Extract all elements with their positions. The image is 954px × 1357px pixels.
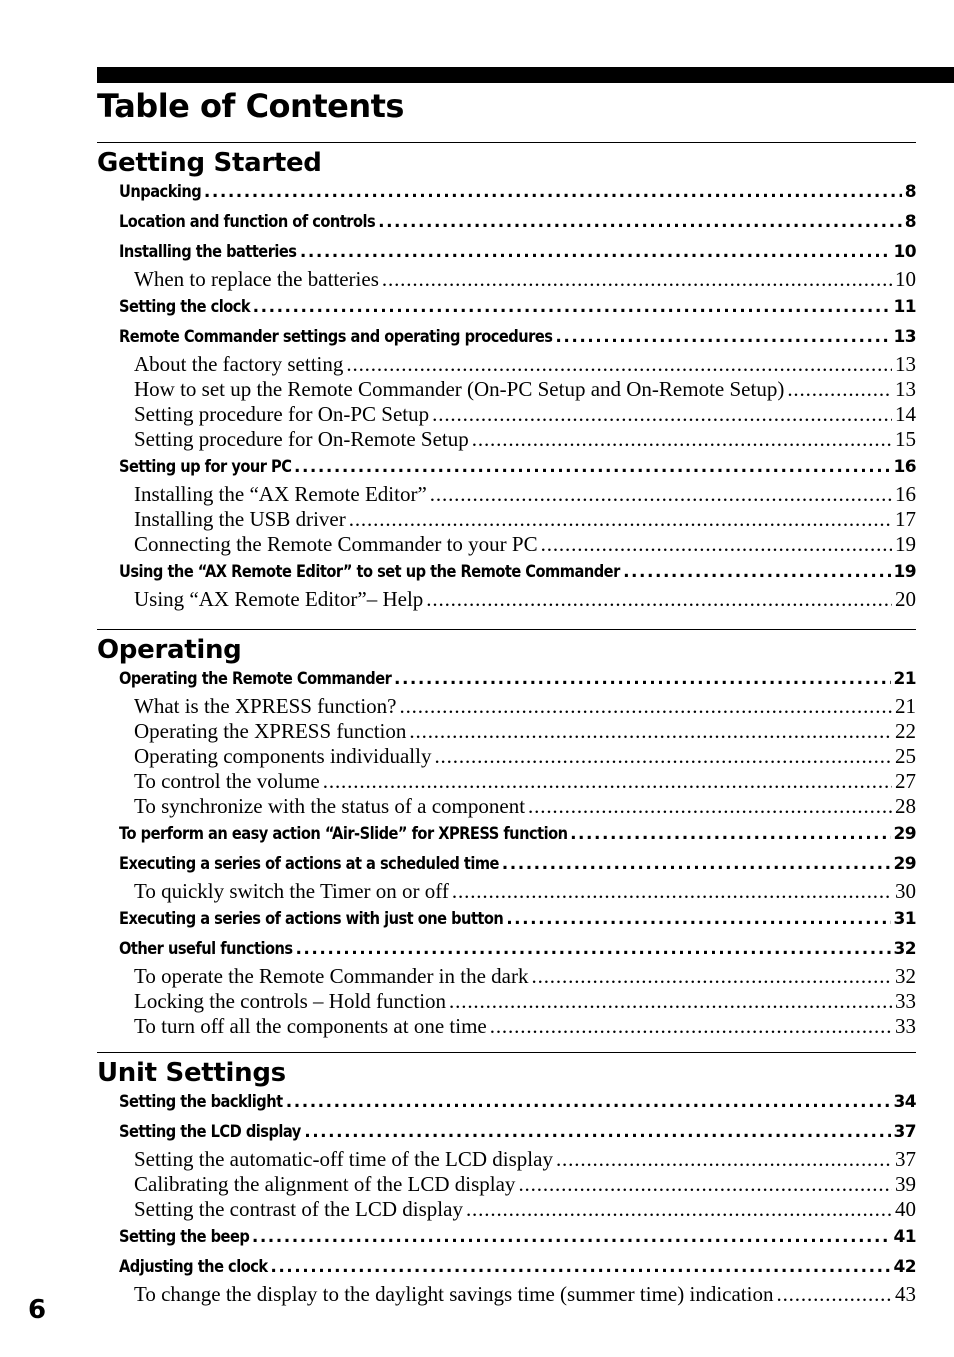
- toc-entry-title: To perform an easy action “Air-Slide” for XPRESS function: [119, 824, 568, 844]
- toc-entry-page-number: 19: [895, 532, 916, 556]
- toc-entry-sub[interactable]: [134, 507, 916, 532]
- toc-entry-sub[interactable]: [134, 1197, 916, 1222]
- toc-entry-page-number: 32: [893, 939, 916, 959]
- toc-entries: [97, 182, 916, 612]
- toc-entry-page-number: 32: [895, 964, 916, 988]
- toc-entry-title: Adjusting the clock: [119, 1257, 268, 1277]
- toc-entry-main[interactable]: [119, 939, 916, 964]
- section-title: Operating: [97, 635, 242, 665]
- toc-entry-title: Setting the contrast of the LCD display: [134, 1197, 463, 1221]
- dot-leader: [394, 669, 891, 689]
- toc-entry-title: Setting procedure for On-Remote Setup: [134, 427, 469, 451]
- dot-leader: [399, 694, 892, 719]
- toc-entry-title: Setting up for your PC: [119, 457, 292, 477]
- dot-leader: [528, 794, 892, 819]
- toc-entry-title: To quickly switch the Timer on or off: [134, 879, 449, 903]
- top-rule-bar: [97, 67, 954, 83]
- toc-entry-main[interactable]: [119, 1092, 916, 1117]
- toc-entry-page-number: 33: [895, 1014, 916, 1038]
- dot-leader: [506, 909, 890, 929]
- dot-leader: [472, 427, 892, 452]
- toc-entry-title: Installing the batteries: [119, 242, 297, 262]
- toc-entry-page-number: 8: [904, 212, 916, 232]
- toc-entry-title: To turn off all the components at one time: [134, 1014, 487, 1038]
- toc-entry-page-number: 43: [895, 1282, 916, 1306]
- section-rule: [97, 142, 916, 143]
- dot-leader: [532, 964, 893, 989]
- toc-entry-page-number: 21: [893, 669, 916, 689]
- toc-entry-page-number: 40: [895, 1197, 916, 1221]
- toc-entry-main[interactable]: [119, 824, 916, 849]
- toc-entry-sub[interactable]: [134, 794, 916, 819]
- dot-leader: [623, 562, 890, 582]
- toc-entry-title: Setting the automatic-off time of the LCD display: [134, 1147, 553, 1171]
- toc-entry-sub[interactable]: [134, 769, 916, 794]
- toc-entry-sub[interactable]: [134, 964, 916, 989]
- section-operating: [97, 629, 916, 1039]
- toc-entry-main[interactable]: [119, 669, 916, 694]
- toc-entry-title: Locking the controls – Hold function: [134, 989, 447, 1013]
- toc-entry-main[interactable]: [119, 909, 916, 934]
- toc-entry-main[interactable]: [119, 212, 916, 237]
- toc-entries: [97, 1092, 916, 1307]
- toc-entry-title: About the factory setting: [134, 352, 344, 376]
- dot-leader: [787, 377, 892, 402]
- toc-entry-page-number: 16: [893, 457, 916, 477]
- toc-entry-sub[interactable]: [134, 694, 916, 719]
- toc-entry-page-number: 15: [895, 427, 916, 451]
- page-title: Table of Contents: [97, 87, 404, 125]
- dot-leader: [252, 1227, 891, 1247]
- toc-entry-main[interactable]: [119, 1257, 916, 1282]
- toc-entry-page-number: 25: [895, 744, 916, 768]
- dot-leader: [490, 1014, 892, 1039]
- toc-entry-page-number: 10: [893, 242, 916, 262]
- dot-leader: [570, 824, 890, 844]
- section-title: Unit Settings: [97, 1058, 286, 1088]
- toc-entry-sub[interactable]: [134, 377, 916, 402]
- toc-entry-page-number: 29: [893, 854, 916, 874]
- toc-entry-title: How to set up the Remote Commander (On-PC Setup and On-Remote Setup): [134, 377, 785, 401]
- toc-entry-page-number: 8: [904, 182, 916, 202]
- toc-entry-title: Location and function of controls: [119, 212, 376, 232]
- toc-entry-sub[interactable]: [134, 267, 916, 292]
- toc-entry-page-number: 39: [895, 1172, 916, 1196]
- toc-entry-sub[interactable]: [134, 427, 916, 452]
- toc-entry-title: Setting the beep: [119, 1227, 250, 1247]
- toc-entry-title: Setting the backlight: [119, 1092, 283, 1112]
- toc-entry-sub[interactable]: [134, 532, 916, 557]
- dot-leader: [556, 1147, 892, 1172]
- toc-entry-title: Setting the LCD display: [119, 1122, 301, 1142]
- toc-entry-page-number: 28: [895, 794, 916, 818]
- toc-entry-page-number: 22: [895, 719, 916, 743]
- dot-leader: [323, 769, 892, 794]
- dot-leader: [346, 352, 892, 377]
- toc-entry-page-number: 13: [895, 352, 916, 376]
- dot-leader: [776, 1282, 892, 1307]
- section-getting-started: [97, 142, 916, 612]
- toc-entries: [97, 669, 916, 1039]
- dot-leader: [382, 267, 892, 292]
- toc-entry-main[interactable]: [119, 242, 916, 267]
- toc-entry-page-number: 20: [895, 587, 916, 611]
- dot-leader: [295, 939, 890, 959]
- toc-entry-page-number: 37: [895, 1147, 916, 1171]
- toc-entry-title: When to replace the batteries: [134, 267, 379, 291]
- toc-entry-main[interactable]: [119, 297, 916, 322]
- dot-leader: [434, 744, 892, 769]
- dot-leader: [204, 182, 902, 202]
- toc-entry-page-number: 42: [893, 1257, 916, 1277]
- toc-entry-title: Operating components individually: [134, 744, 432, 768]
- toc-entry-main[interactable]: [119, 562, 916, 587]
- toc-entry-title: Setting the clock: [119, 297, 251, 317]
- toc-entry-title: Remote Commander settings and operating procedures: [119, 327, 553, 347]
- toc-entry-page-number: 14: [895, 402, 916, 426]
- toc-entry-page-number: 31: [893, 909, 916, 929]
- toc-entry-title: Using “AX Remote Editor”– Help: [134, 587, 424, 611]
- toc-entry-page-number: 17: [895, 507, 916, 531]
- toc-entry-main[interactable]: [119, 182, 916, 207]
- dot-leader: [409, 719, 892, 744]
- dot-leader: [378, 212, 902, 232]
- section-title: Getting Started: [97, 148, 322, 178]
- toc-entry-title: Installing the “AX Remote Editor”: [134, 482, 427, 506]
- toc-entry-sub[interactable]: [134, 402, 916, 427]
- toc-entry-sub[interactable]: [134, 744, 916, 769]
- toc-entry-page-number: 30: [895, 879, 916, 903]
- toc-entry-title: To change the display to the daylight savings time (summer time) indication: [134, 1282, 774, 1306]
- toc-entry-page-number: 41: [893, 1227, 916, 1247]
- toc-entry-page-number: 19: [893, 562, 916, 582]
- toc-entry-page-number: 27: [895, 769, 916, 793]
- dot-leader: [286, 1092, 891, 1112]
- toc-entry-title: Operating the Remote Commander: [119, 669, 392, 689]
- toc-entry-sub[interactable]: [134, 587, 916, 612]
- toc-entry-sub[interactable]: [134, 1014, 916, 1039]
- toc-entry-title: Other useful functions: [119, 939, 293, 959]
- dot-leader: [349, 507, 892, 532]
- dot-leader: [432, 402, 892, 427]
- toc-entry-page-number: 11: [893, 297, 916, 317]
- toc-entry-title: What is the XPRESS function?: [134, 694, 397, 718]
- toc-entry-sub[interactable]: [134, 1147, 916, 1172]
- toc-entry-title: Unpacking: [119, 182, 202, 202]
- section-rule: [97, 629, 916, 630]
- toc-entry-page-number: 33: [895, 989, 916, 1013]
- dot-leader: [304, 1122, 890, 1142]
- dot-leader: [502, 854, 891, 874]
- toc-entry-title: Setting procedure for On-PC Setup: [134, 402, 430, 426]
- toc-entry-title: To synchronize with the status of a component: [134, 794, 526, 818]
- dot-leader: [555, 327, 890, 347]
- dot-leader: [300, 242, 891, 262]
- dot-leader: [518, 1172, 892, 1197]
- toc-entry-title: Connecting the Remote Commander to your PC: [134, 532, 538, 556]
- section-unit-settings: [97, 1052, 916, 1307]
- toc-entry-page-number: 37: [893, 1122, 916, 1142]
- toc-entry-title: Operating the XPRESS function: [134, 719, 407, 743]
- dot-leader: [452, 879, 892, 904]
- dot-leader: [430, 482, 892, 507]
- toc-entry-page-number: 21: [895, 694, 916, 718]
- toc-entry-title: Installing the USB driver: [134, 507, 346, 531]
- toc-entry-sub[interactable]: [134, 719, 916, 744]
- page-number: 6: [28, 1295, 47, 1325]
- toc-entry-page-number: 29: [893, 824, 916, 844]
- toc-entry-main[interactable]: [119, 854, 916, 879]
- toc-entry-sub[interactable]: [134, 879, 916, 904]
- dot-leader: [449, 989, 892, 1014]
- toc-entry-sub[interactable]: [134, 482, 916, 507]
- toc-entry-title: Executing a series of actions at a scheduled time: [119, 854, 499, 874]
- dot-leader: [253, 297, 891, 317]
- toc-entry-page-number: 13: [895, 377, 916, 401]
- toc-entry-main[interactable]: [119, 1122, 916, 1147]
- dot-leader: [466, 1197, 892, 1222]
- toc-entry-main[interactable]: [119, 1227, 916, 1252]
- toc-entry-title: To control the volume: [134, 769, 320, 793]
- toc-entry-page-number: 16: [895, 482, 916, 506]
- toc-entry-sub[interactable]: [134, 352, 916, 377]
- toc-entry-main[interactable]: [119, 457, 916, 482]
- dot-leader: [541, 532, 892, 557]
- dot-leader: [294, 457, 891, 477]
- toc-entry-sub[interactable]: [134, 989, 916, 1014]
- toc-entry-sub[interactable]: [134, 1282, 916, 1307]
- toc-entry-page-number: 13: [893, 327, 916, 347]
- toc-entry-title: To operate the Remote Commander in the dark: [134, 964, 529, 988]
- toc-entry-title: Calibrating the alignment of the LCD display: [134, 1172, 516, 1196]
- toc-entry-page-number: 34: [893, 1092, 916, 1112]
- section-rule: [97, 1052, 916, 1053]
- dot-leader: [426, 587, 892, 612]
- toc-entry-title: Executing a series of actions with just one button: [119, 909, 504, 929]
- toc-entry-title: Using the “AX Remote Editor” to set up the Remote Commander: [119, 562, 620, 582]
- dot-leader: [270, 1257, 890, 1277]
- toc-entry-page-number: 10: [895, 267, 916, 291]
- toc-entry-main[interactable]: [119, 327, 916, 352]
- toc-entry-sub[interactable]: [134, 1172, 916, 1197]
